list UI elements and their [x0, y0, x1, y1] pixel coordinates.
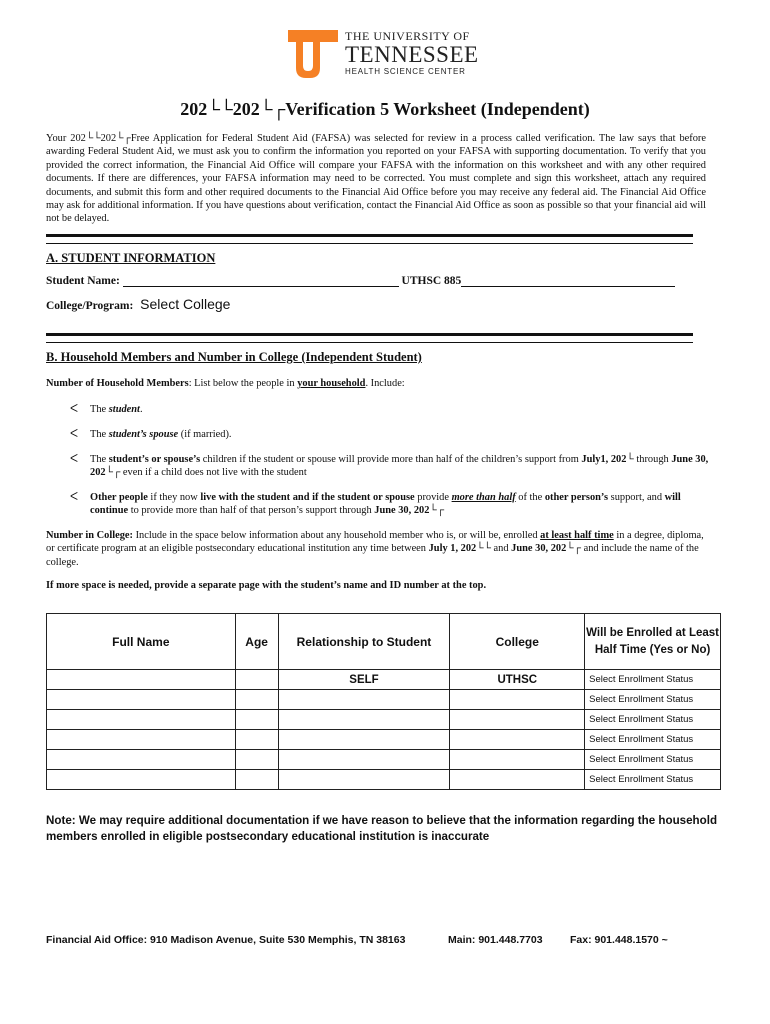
relationship-cell[interactable]: [278, 730, 450, 750]
age-cell[interactable]: [235, 670, 278, 690]
enrollment-status-select[interactable]: Select Enrollment Status: [585, 670, 721, 690]
full-name-cell[interactable]: [47, 710, 236, 730]
col-header-college: College: [450, 614, 585, 670]
enrollment-status-select[interactable]: Select Enrollment Status: [585, 710, 721, 730]
documentation-note: Note: We may require additional documentation if we have reason to believe that the information regarding the household members enrolled in eligible postsecondary educational institution is inaccurate: [46, 814, 718, 843]
student-name-label: Student Name:: [46, 275, 120, 287]
relationship-cell[interactable]: [278, 750, 450, 770]
college-cell[interactable]: [450, 770, 585, 790]
bullet-arrow-icon: ᐸ: [70, 427, 79, 440]
footer-main-phone: Main: 901.448.7703: [448, 934, 543, 946]
section-divider-a: [46, 234, 693, 244]
student-name-row: [46, 274, 675, 287]
logo-wordmark: [345, 30, 479, 76]
footer-address: Financial Aid Office: 910 Madison Avenue, Suite 530 Memphis, TN 38163: [46, 934, 406, 946]
logo-line-1: THE UNIVERSITY OF: [345, 29, 470, 43]
table-row: [47, 670, 721, 690]
number-in-college-paragraph: Number in College: Include in the space below information about any household member who is, or will be, enrolled at least half time in a degree, diploma, or certificate program at an eligible postsecondary educational institution any time between July 1, 202└└ and June 30, 202└┌ and include the name of the college.: [46, 530, 704, 568]
student-name-field[interactable]: [123, 274, 399, 287]
enrollment-status-select[interactable]: Select Enrollment Status: [585, 770, 721, 790]
col-header-full-name: Full Name: [47, 614, 236, 670]
table-row: [47, 690, 721, 710]
worksheet-title: 202└└202└┌Verification 5 Worksheet (Independent): [180, 99, 590, 119]
college-cell[interactable]: [450, 690, 585, 710]
college-cell[interactable]: UTHSC: [450, 670, 585, 690]
bullet-arrow-icon: ᐸ: [70, 490, 79, 503]
uthsc-id-field[interactable]: [461, 274, 675, 287]
enrollment-status-select[interactable]: Select Enrollment Status: [585, 730, 721, 750]
college-cell[interactable]: [450, 730, 585, 750]
col-header-enrolled: Will be Enrolled at Least Half Time (Yes or No): [585, 614, 721, 670]
uthsc-id-label: UTHSC 885: [401, 275, 462, 287]
table-row: [47, 730, 721, 750]
section-divider-b: [46, 333, 693, 343]
enrollment-status-select[interactable]: Select Enrollment Status: [585, 750, 721, 770]
section-b-heading: B. Household Members and Number in College (Independent Student): [46, 350, 422, 364]
enrollment-status-select[interactable]: Select Enrollment Status: [585, 690, 721, 710]
college-row: [46, 296, 230, 312]
age-cell[interactable]: [235, 750, 278, 770]
college-select[interactable]: Select College: [140, 296, 231, 312]
relationship-cell[interactable]: [278, 710, 450, 730]
college-cell[interactable]: [450, 750, 585, 770]
age-cell[interactable]: [235, 710, 278, 730]
college-cell[interactable]: [450, 710, 585, 730]
table-row: [47, 750, 721, 770]
table-row: [47, 770, 721, 790]
household-members-intro: Number of Household Members: List below the people in your household. Include:: [46, 378, 405, 389]
full-name-cell[interactable]: [47, 730, 236, 750]
relationship-cell[interactable]: SELF: [278, 670, 450, 690]
logo-line-2: TENNESSEE: [345, 42, 479, 67]
full-name-cell[interactable]: [47, 670, 236, 690]
bullet-arrow-icon: ᐸ: [70, 402, 79, 415]
age-cell[interactable]: [235, 730, 278, 750]
table-row: [47, 710, 721, 730]
footer-fax: Fax: 901.448.1570 ~: [570, 934, 668, 946]
household-table: [46, 613, 721, 790]
section-a-heading: A. STUDENT INFORMATION: [46, 251, 216, 265]
bullet-arrow-icon: ᐸ: [70, 452, 79, 465]
logo-line-3: HEALTH SCIENCE CENTER: [345, 67, 466, 76]
col-header-age: Age: [235, 614, 278, 670]
more-space-instruction: If more space is needed, provide a separate page with the student’s name and ID number at the top.: [46, 580, 487, 591]
age-cell[interactable]: [235, 690, 278, 710]
intro-paragraph: Your 202└└202└┌Free Application for Federal Student Aid (FAFSA) was selected for review in a process called verification. The law says that before awarding Federal Student Aid, we must ask you to confirm the information you reported on your FAFSA with supporting documentation. To verify that you provided the correct information, the Financial Aid Office will compare your FAFSA with the information on this worksheet and with any other required documents. If there are differences, your FAFSA information may need to be corrected. You must complete and sign this worksheet, attach any required documents, and submit this form and other required documents to the Financial Aid Office before you may receive any federal aid. The Financial Aid Office may ask for additional information. If you have questions about verification, contact the Financial Aid Office as soon as possible so that your financial aid will not be delayed.: [46, 133, 706, 225]
full-name-cell[interactable]: [47, 690, 236, 710]
age-cell[interactable]: [235, 770, 278, 790]
full-name-cell[interactable]: [47, 770, 236, 790]
full-name-cell[interactable]: [47, 750, 236, 770]
college-program-label: College/Program:: [46, 300, 134, 312]
relationship-cell[interactable]: [278, 690, 450, 710]
relationship-cell[interactable]: [278, 770, 450, 790]
col-header-relationship: Relationship to Student: [278, 614, 450, 670]
